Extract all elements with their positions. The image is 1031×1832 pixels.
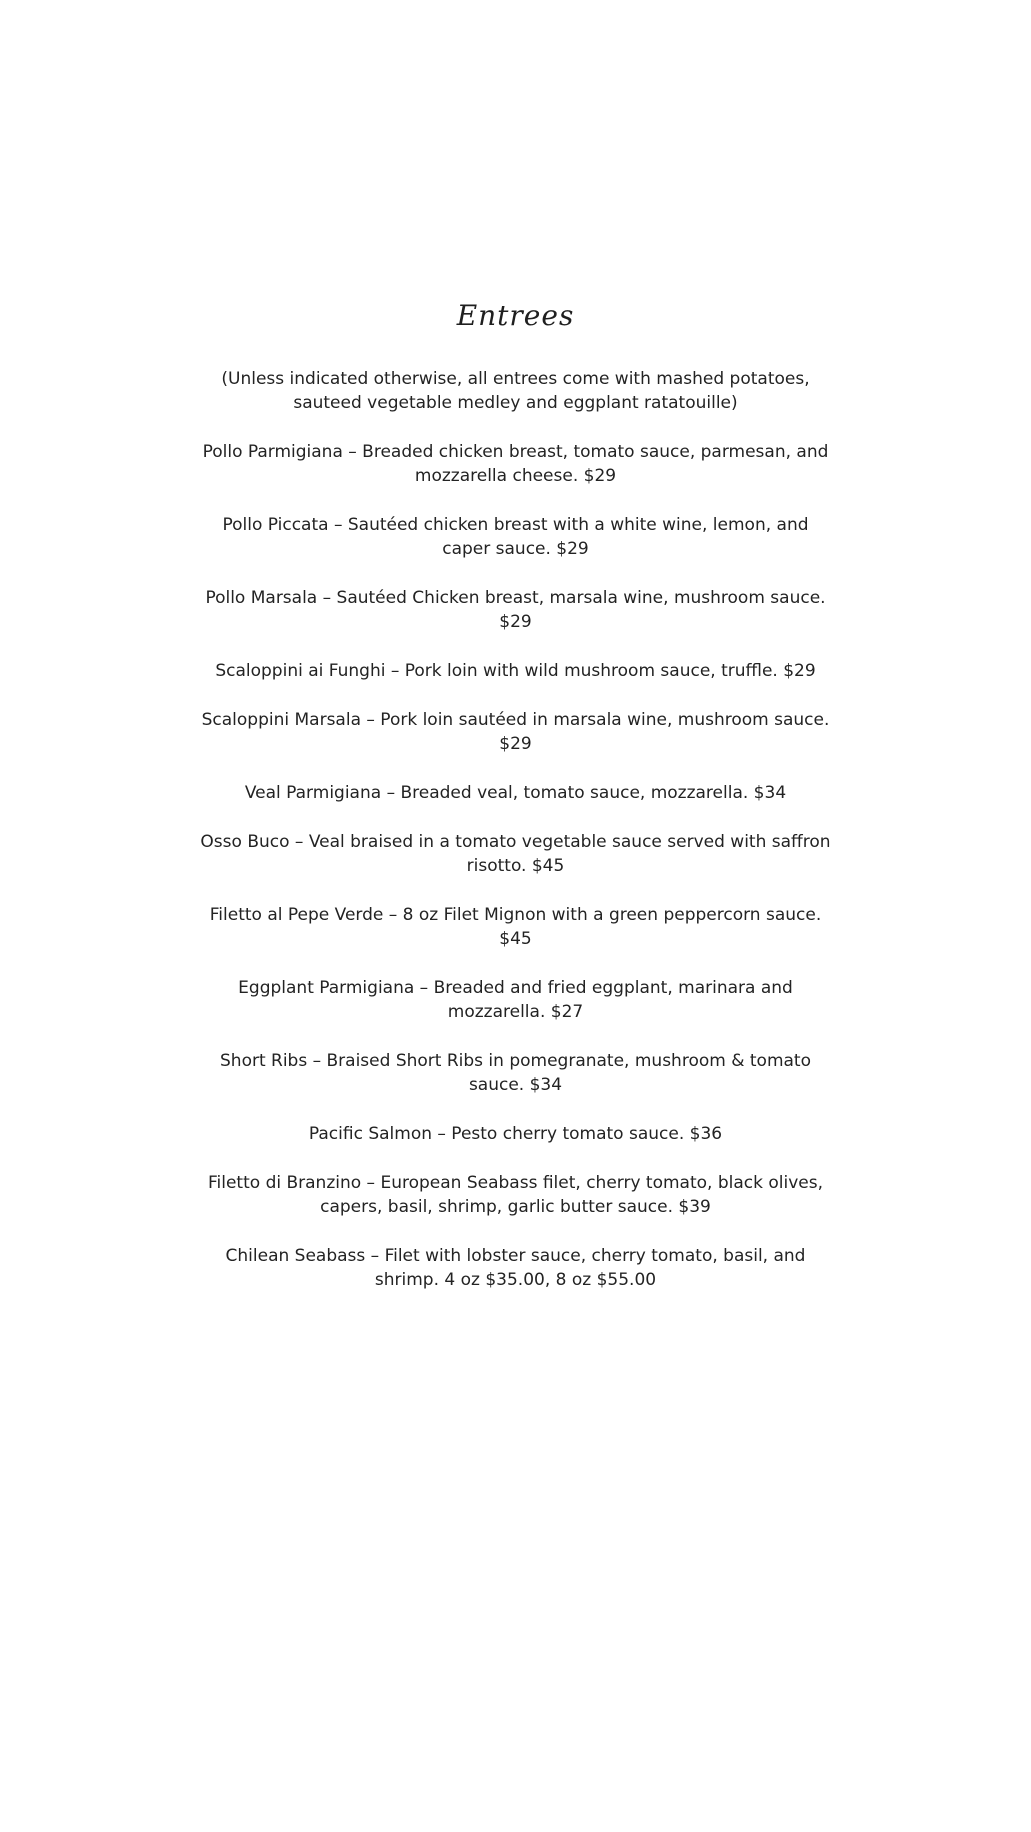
menu-item-short-ribs: Short Ribs – Braised Short Ribs in pomegranate, mushroom & tomato sauce. $34 — [220, 1051, 811, 1095]
menu-item-filetto-al-pepe-verde: Filetto al Pepe Verde – 8 oz Filet Mignon with a green peppercorn sauce. $45 — [209, 905, 822, 949]
menu-item-scaloppini-ai-funghi: Scaloppini ai Funghi – Pork loin with wild mushroom sauce, truffle. $29 — [215, 661, 816, 681]
menu-item-pollo-marsala: Pollo Marsala – Sautéed Chicken breast, marsala wine, mushroom sauce. $29 — [205, 588, 826, 632]
menu-item-pacific-salmon: Pacific Salmon – Pesto cherry tomato sauce. $36 — [308, 1124, 723, 1144]
menu-item-pollo-piccata: Pollo Piccata – Sautéed chicken breast with a white wine, lemon, and caper sauce. $29 — [222, 515, 809, 559]
menu-item-filetto-di-branzino: Filetto di Branzino – European Seabass filet, cherry tomato, black olives, capers, basil, shrimp, garlic butter sauce. $39 — [207, 1173, 823, 1217]
menu-item-eggplant-parmigiana: Eggplant Parmigiana – Breaded and fried eggplant, marinara and mozzarella. $27 — [238, 978, 793, 1022]
menu-item-chilean-seabass: Chilean Seabass – Filet with lobster sauce, cherry tomato, basil, and shrimp. 4 oz $35.00, 8 oz $55.00 — [225, 1246, 806, 1290]
menu-item-scaloppini-marsala: Scaloppini Marsala – Pork loin sautéed in marsala wine, mushroom sauce. $29 — [201, 710, 830, 754]
menu-item-osso-buco: Osso Buco – Veal braised in a tomato vegetable sauce served with saffron risotto. $45 — [200, 832, 831, 876]
menu-item-veal-parmigiana: Veal Parmigiana – Breaded veal, tomato sauce, mozzarella. $34 — [244, 783, 787, 803]
menu-note: (Unless indicated otherwise, all entrees come with mashed potatoes, sauteed vegetable medley and eggplant ratatouille) — [221, 369, 810, 413]
menu-item-pollo-parmigiana: Pollo Parmigiana – Breaded chicken breast, tomato sauce, parmesan, and mozzarella cheese. $29 — [202, 442, 829, 486]
menu-title: Entrees — [456, 299, 575, 332]
